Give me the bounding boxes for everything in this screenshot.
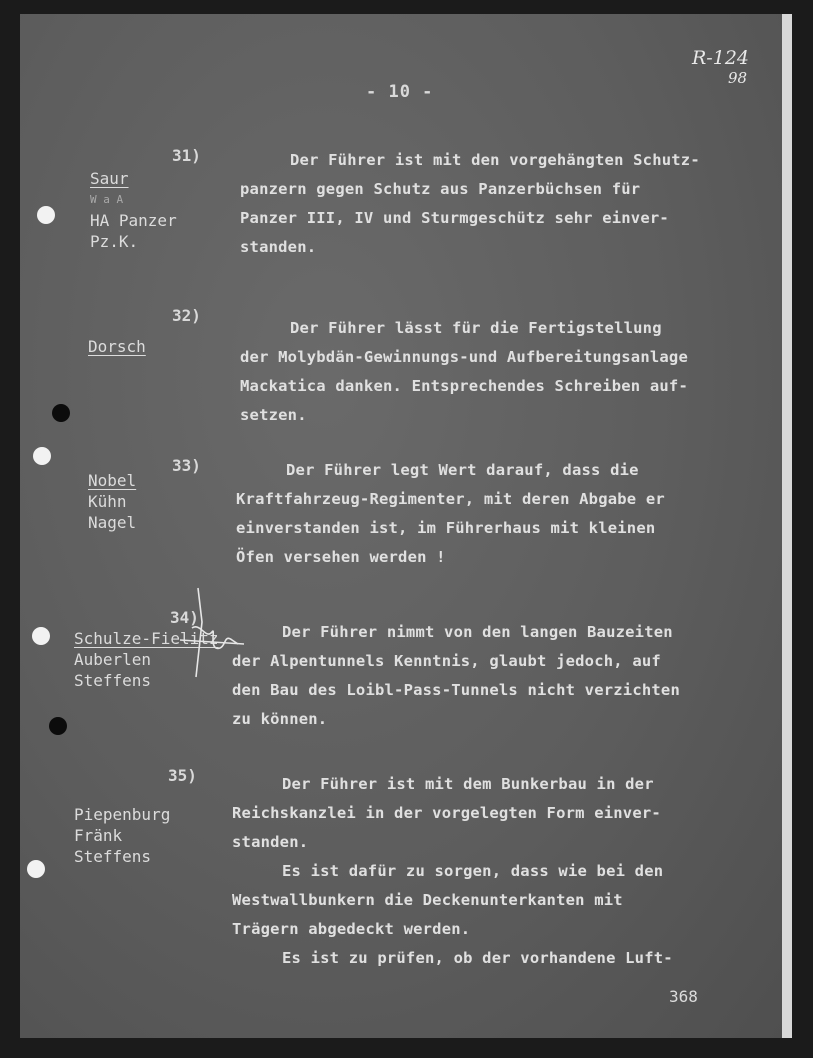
para-line: der Molybdän-Gewinnungs-und Aufbereitungsanlage — [240, 348, 688, 366]
name-entry: Steffens — [74, 671, 152, 690]
item-names — [88, 470, 136, 533]
para-line: Der Führer nimmt von den langen Bauzeiten — [282, 623, 673, 641]
para-line: Panzer III, IV und Sturmgeschütz sehr einver- — [240, 209, 669, 227]
name-entry: W a A — [90, 193, 124, 206]
para-line: Westwallbunkern die Deckenunterkanten mit — [232, 891, 623, 909]
item-names — [74, 804, 170, 867]
name-entry: Fränk — [74, 826, 123, 845]
name-entry: Dorsch — [88, 337, 146, 356]
handwritten-reference — [692, 48, 749, 88]
para-line: den Bau des Loibl-Pass-Tunnels nicht verzichten — [232, 681, 680, 699]
name-entry: Steffens — [74, 847, 152, 866]
item-paragraph — [236, 456, 665, 572]
punch-hole — [27, 860, 45, 878]
name-entry: Nobel — [88, 471, 137, 490]
item-names — [88, 336, 146, 357]
name-entry: Kühn — [88, 492, 127, 511]
para-line: standen. — [232, 833, 309, 851]
name-entry: Saur — [90, 169, 129, 188]
item-names — [90, 168, 177, 252]
page-number: - 10 - — [366, 82, 434, 102]
punch-hole — [32, 627, 50, 645]
name-entry: Nagel — [88, 513, 137, 532]
punch-hole — [52, 404, 70, 422]
para-line: Der Führer lässt für die Fertigstellung — [290, 319, 662, 337]
para-line: Der Führer ist mit dem Bunkerbau in der — [282, 775, 654, 793]
item-number: 33) — [172, 456, 201, 475]
para-line: Mackatica danken. Entsprechendes Schreiben auf- — [240, 377, 688, 395]
para-line: standen. — [240, 238, 317, 256]
item-number: 31) — [172, 146, 201, 165]
para-line: panzern gegen Schutz aus Panzerbüchsen für — [240, 180, 641, 198]
item-paragraph — [232, 770, 673, 973]
para-line: einverstanden ist, im Führerhaus mit kleinen — [236, 519, 656, 537]
name-entry: Piepenburg — [74, 805, 171, 824]
para-line: zu können. — [232, 710, 328, 728]
item-paragraph — [240, 314, 688, 430]
para-line: Reichskanzlei in der vorgelegten Form einver- — [232, 804, 661, 822]
handwritten-ref-line: R-124 — [692, 47, 749, 69]
item-number: 32) — [172, 306, 201, 325]
item-number: 35) — [168, 766, 197, 785]
item-number: 34) — [170, 608, 199, 627]
punch-hole — [37, 206, 55, 224]
stamp-number: 368 — [669, 987, 698, 1006]
para-line: Kraftfahrzeug-Regimenter, mit deren Abgabe er — [236, 490, 665, 508]
para-line: setzen. — [240, 406, 307, 424]
para-line: Trägern abgedeckt werden. — [232, 920, 471, 938]
para-line: Es ist dafür zu sorgen, dass wie bei den — [282, 862, 664, 880]
name-entry: Schulze-Fielitz — [74, 629, 219, 648]
para-line: Der Führer legt Wert darauf, dass die — [286, 461, 639, 479]
name-entry: Auberlen — [74, 650, 152, 669]
item-paragraph — [240, 146, 700, 262]
name-entry: Pz.K. — [90, 232, 139, 251]
handwritten-ref-line: 98 — [728, 69, 748, 87]
para-line: Es ist zu prüfen, ob der vorhandene Luft- — [282, 949, 673, 967]
punch-hole — [33, 447, 51, 465]
name-entry: HA Panzer — [90, 211, 177, 230]
para-line: der Alpentunnels Kenntnis, glaubt jedoch, auf — [232, 652, 661, 670]
punch-hole — [49, 717, 67, 735]
item-paragraph — [232, 618, 680, 734]
para-line: Der Führer ist mit den vorgehängten Schutz- — [290, 151, 700, 169]
para-line: Öfen versehen werden ! — [236, 548, 446, 566]
